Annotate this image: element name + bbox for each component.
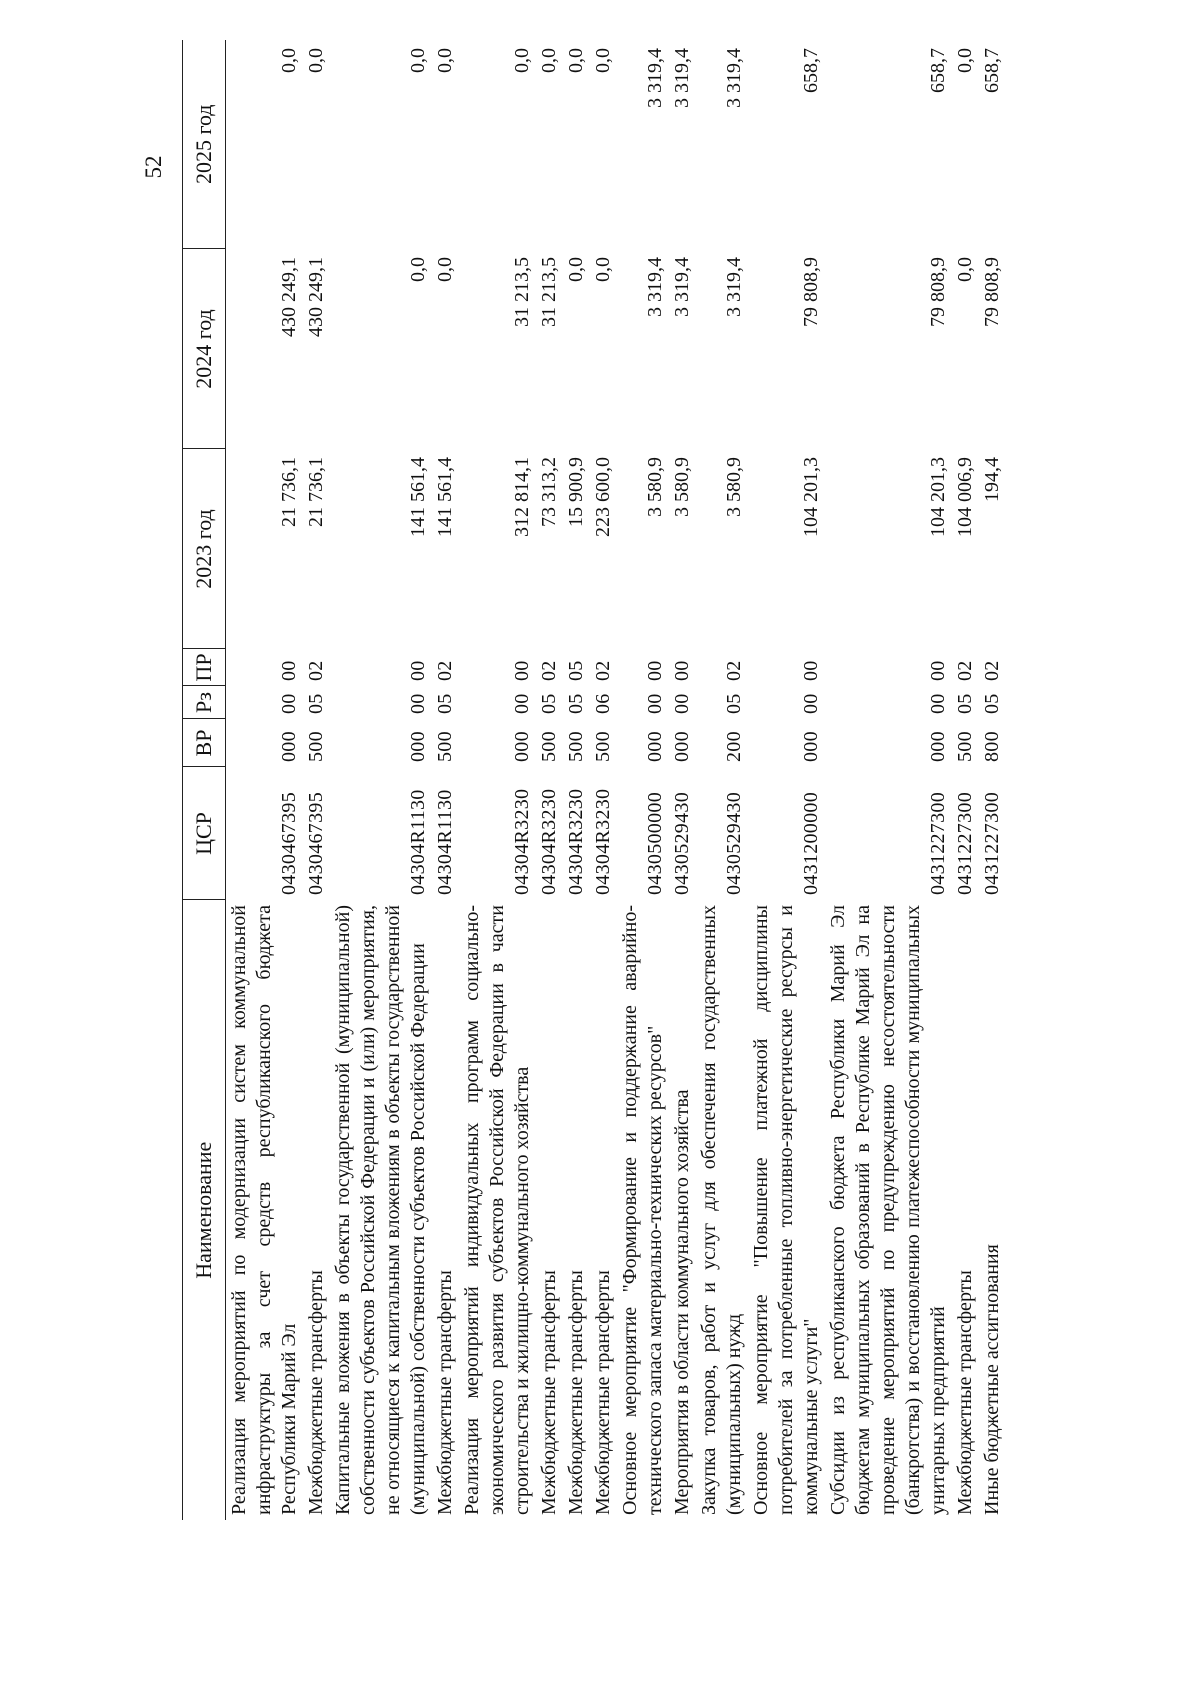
row-2023: 104 006,9 [954, 457, 976, 537]
row-2025: 658,7 [927, 48, 949, 93]
row-name: Капитальные вложения в объекты государственной (муниципальной) собственности субъектов Российской Федерации и (или) мероприятия, не относящиеся к капитальным вложениям в объекты государственной (муниципальной) собственности субъектов Российской Федерации [332, 905, 429, 1515]
row-name: Реализация мероприятий по модернизации систем коммунальной инфраструктуры за счет средств республиканского бюджета Республики Марий Эл [228, 905, 300, 1515]
row-name: Закупка товаров, работ и услуг для обеспечения государственных (муниципальных) нужд [698, 905, 745, 1515]
table-row [459, 40, 536, 1520]
row-2024: 0,0 [592, 257, 614, 282]
row-2025: 0,0 [278, 48, 300, 73]
row-2025: 658,7 [800, 48, 822, 93]
row-csr: 0430467395 [305, 792, 327, 895]
table-row [669, 40, 696, 1520]
row-2025: 658,7 [981, 48, 1003, 93]
row-2024: 3 319,4 [644, 257, 666, 317]
row-2025: 0,0 [511, 48, 533, 73]
row-pr: 02 [981, 660, 1003, 681]
row-2024: 79 808,9 [800, 257, 822, 327]
row-csr: 0431227300 [927, 792, 949, 895]
table-row [330, 40, 432, 1520]
row-csr: 04304R3230 [592, 788, 614, 895]
row-pr: 02 [592, 660, 614, 681]
row-csr: 04304R1130 [407, 789, 429, 895]
row-2024: 79 808,9 [981, 257, 1003, 327]
row-rz: 00 [407, 693, 429, 714]
row-csr: 0431227300 [981, 792, 1003, 895]
row-2024: 0,0 [954, 257, 976, 282]
budget-table [182, 40, 1006, 1520]
row-csr: 0430529430 [723, 792, 745, 895]
row-csr: 0431200000 [800, 792, 822, 895]
row-2023: 21 736,1 [305, 457, 327, 527]
row-rz: 05 [981, 693, 1003, 714]
row-2024: 3 319,4 [671, 257, 693, 317]
row-pr: 00 [644, 660, 666, 681]
row-rz: 00 [671, 693, 693, 714]
row-csr: 0430529430 [671, 792, 693, 895]
row-vr: 500 [954, 731, 976, 762]
row-2024: 430 249,1 [278, 257, 300, 337]
header-2023: 2023 год [183, 449, 226, 649]
row-name: Межбюджетные трансферты [434, 1270, 456, 1515]
header-name: Наименование [183, 900, 226, 1520]
row-2023: 223 600,0 [592, 457, 614, 537]
row-2023: 194,4 [981, 457, 1003, 502]
row-rz: 05 [723, 693, 745, 714]
row-2024: 430 249,1 [305, 257, 327, 337]
row-pr: 02 [954, 660, 976, 681]
row-pr: 00 [278, 660, 300, 681]
table-row [748, 40, 825, 1520]
row-vr: 500 [305, 731, 327, 762]
row-rz: 00 [800, 693, 822, 714]
row-pr: 00 [511, 660, 533, 681]
row-2025: 0,0 [305, 48, 327, 73]
row-vr: 000 [511, 731, 533, 762]
row-2024: 0,0 [565, 257, 587, 282]
table-row [590, 40, 617, 1520]
table-row [226, 40, 304, 1520]
row-2025: 3 319,4 [723, 48, 745, 108]
table-row [952, 40, 979, 1520]
row-csr: 04304R3230 [538, 788, 560, 895]
row-2025: 0,0 [592, 48, 614, 73]
table-row [432, 40, 459, 1520]
row-name: Межбюджетные трансферты [305, 1270, 327, 1515]
row-2024: 0,0 [407, 257, 429, 282]
row-2023: 312 814,1 [511, 457, 533, 537]
row-rz: 00 [927, 693, 949, 714]
row-vr: 000 [407, 731, 429, 762]
row-rz: 05 [305, 693, 327, 714]
row-pr: 00 [407, 660, 429, 681]
row-2023: 15 900,9 [565, 457, 587, 527]
header-pr: ПР [183, 649, 226, 686]
row-rz: 05 [565, 693, 587, 714]
row-name: Межбюджетные трансферты [565, 1270, 587, 1515]
row-csr: 0430500000 [644, 792, 666, 895]
row-vr: 500 [538, 731, 560, 762]
row-2025: 3 319,4 [644, 48, 666, 108]
table-row [617, 40, 669, 1520]
table-row [979, 40, 1006, 1520]
row-name: Межбюджетные трансферты [954, 1270, 976, 1515]
row-vr: 000 [278, 731, 300, 762]
row-2024: 0,0 [434, 257, 456, 282]
row-rz: 05 [954, 693, 976, 714]
row-2024: 31 213,5 [511, 257, 533, 327]
table-row [303, 40, 330, 1520]
row-2023: 104 201,3 [800, 457, 822, 537]
row-2025: 0,0 [538, 48, 560, 73]
row-2024: 3 319,4 [723, 257, 745, 317]
row-name: Межбюджетные трансферты [592, 1270, 614, 1515]
row-vr: 500 [592, 731, 614, 762]
row-2025: 3 319,4 [671, 48, 693, 108]
row-name: Мероприятия в области коммунального хозяйства [671, 1089, 693, 1515]
header-2024: 2024 год [183, 249, 226, 449]
row-2023: 3 580,9 [671, 457, 693, 517]
row-2024: 31 213,5 [538, 257, 560, 327]
table-header-row [183, 40, 226, 1520]
row-pr: 00 [927, 660, 949, 681]
row-vr: 000 [800, 731, 822, 762]
row-pr: 02 [305, 660, 327, 681]
row-rz: 06 [592, 693, 614, 714]
row-name: Реализация мероприятий индивидуальных программ социально-экономического развития субъектов Российской Федерации в части строительства и жилищно-коммунального хозяйства [461, 905, 533, 1515]
table-row [536, 40, 563, 1520]
header-vr: ВР [183, 719, 226, 767]
row-name: Иные бюджетные ассигнования [981, 1244, 1003, 1515]
row-csr: 04304R3230 [511, 788, 533, 895]
row-rz: 05 [434, 693, 456, 714]
row-2023: 21 736,1 [278, 457, 300, 527]
row-name: Основное мероприятие "Повышение платежной дисциплины потребителей за потребленные топливно-энергетические ресурсы и коммунальные услуги" [750, 905, 822, 1515]
page-number: 52 [141, 155, 166, 179]
row-rz: 00 [511, 693, 533, 714]
row-vr: 000 [671, 731, 693, 762]
row-csr: 04304R1130 [434, 789, 456, 895]
table-row [825, 40, 952, 1520]
row-2023: 73 313,2 [538, 457, 560, 527]
row-2023: 141 561,4 [434, 457, 456, 537]
budget-table-rotated [182, 40, 1192, 1520]
row-2025: 0,0 [565, 48, 587, 73]
row-name: Межбюджетные трансферты [538, 1270, 560, 1515]
row-name: Основное мероприятие "Формирование и поддержание аварийно-технического запаса материально-технических ресурсов" [619, 905, 666, 1515]
row-vr: 500 [565, 731, 587, 762]
row-vr: 800 [981, 731, 1003, 762]
row-pr: 00 [671, 660, 693, 681]
row-pr: 05 [565, 660, 587, 681]
header-csr: ЦСР [183, 767, 226, 900]
row-2023: 104 201,3 [927, 457, 949, 537]
table-row [696, 40, 748, 1520]
row-rz: 00 [278, 693, 300, 714]
row-rz: 05 [538, 693, 560, 714]
row-2023: 3 580,9 [723, 457, 745, 517]
row-pr: 00 [800, 660, 822, 681]
table-row [563, 40, 590, 1520]
row-2025: 0,0 [954, 48, 976, 73]
row-csr: 0431227300 [954, 792, 976, 895]
row-pr: 02 [538, 660, 560, 681]
row-rz: 00 [644, 693, 666, 714]
row-csr: 04304R3230 [565, 788, 587, 895]
header-rz: Рз [183, 686, 226, 719]
row-2025: 0,0 [434, 48, 456, 73]
row-2024: 79 808,9 [927, 257, 949, 327]
row-pr: 02 [434, 660, 456, 681]
row-vr: 200 [723, 731, 745, 762]
row-2023: 141 561,4 [407, 457, 429, 537]
row-pr: 02 [723, 660, 745, 681]
row-2025: 0,0 [407, 48, 429, 73]
row-name: Субсидии из республиканского бюджета Республики Марий Эл бюджетам муниципальных образований в Республике Марий Эл на проведение мероприятий по предупреждению несостоятельности (банкротства) и восстановлению платежеспособности муниципальных унитарных предприятий [827, 905, 949, 1515]
row-vr: 000 [644, 731, 666, 762]
row-vr: 000 [927, 731, 949, 762]
row-2023: 3 580,9 [644, 457, 666, 517]
header-2025: 2025 год [183, 40, 226, 249]
row-vr: 500 [434, 731, 456, 762]
row-csr: 0430467395 [278, 792, 300, 895]
